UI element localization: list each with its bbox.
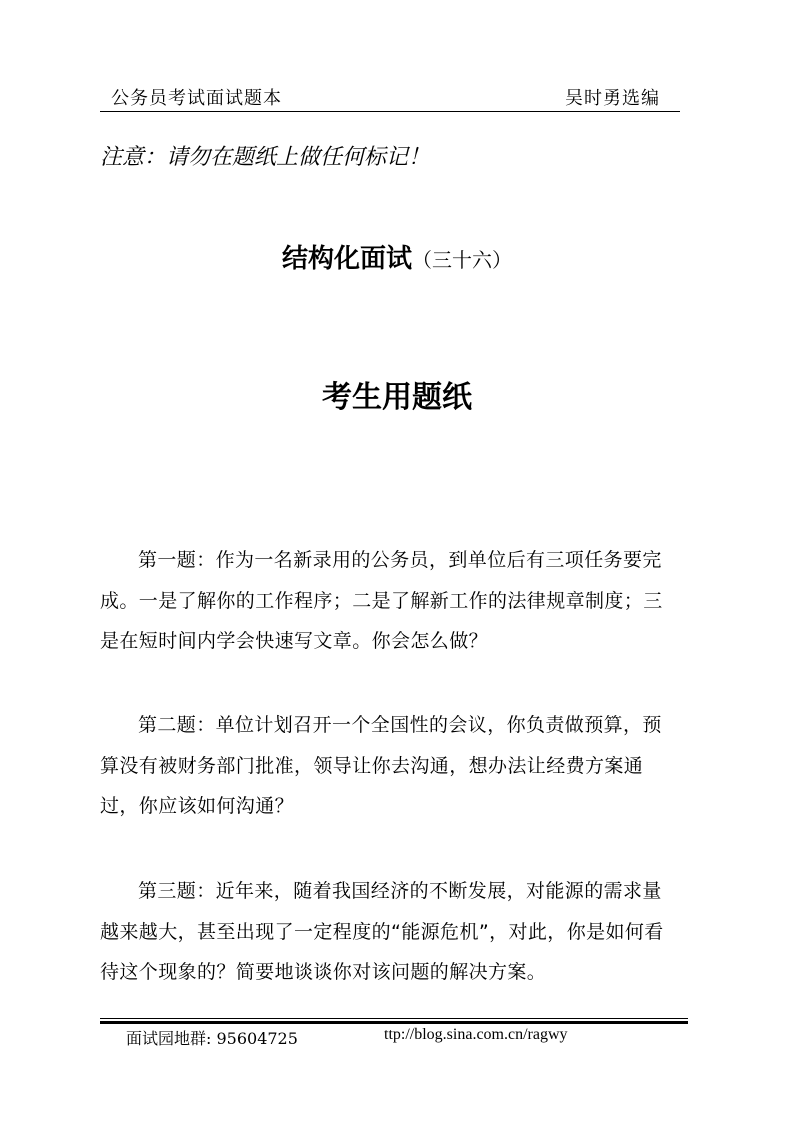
footer-divider-thick <box>100 1021 688 1024</box>
question-1: 第一题：作为一名新录用的公务员，到单位后有三项任务要完成。一是了解你的工作程序；二是了解新工作的法律规章制度；三是在短时间内学会快速写文章。你会怎么做？ <box>100 549 663 652</box>
question-2: 第二题：单位计划召开一个全国性的会议，你负责做预算，预算没有被财务部门批准，领导让你去沟通，想办法让经费方案通过，你应该如何沟通？ <box>100 714 662 817</box>
footer-url: ttp://blog.sina.com.cn/ragwy <box>384 1026 568 1043</box>
footer-divider-thin <box>100 1018 688 1019</box>
question-3: 第三题：近年来，随着我国经济的不断发展，对能源的需求量越来越大，甚至出现了一定程度的“能源危机”，对此，你是如何看待这个现象的？简要地谈谈你对该问题的解决方案。 <box>100 880 664 983</box>
footer-group: 面试园地群: 95604725 <box>126 1029 298 1048</box>
page-title-number: （三十六） <box>412 248 512 272</box>
header-title: 公务员考试面试题本 <box>111 88 282 109</box>
page-title <box>0 238 794 275</box>
page-subtitle: 考生用题纸 <box>322 380 472 415</box>
page-title-main: 结构化面试 <box>281 244 412 274</box>
header-editor: 吴时勇选编 <box>565 88 660 109</box>
header-divider <box>100 111 680 112</box>
notice-text: 注意：请勿在题纸上做任何标记！ <box>100 145 431 170</box>
